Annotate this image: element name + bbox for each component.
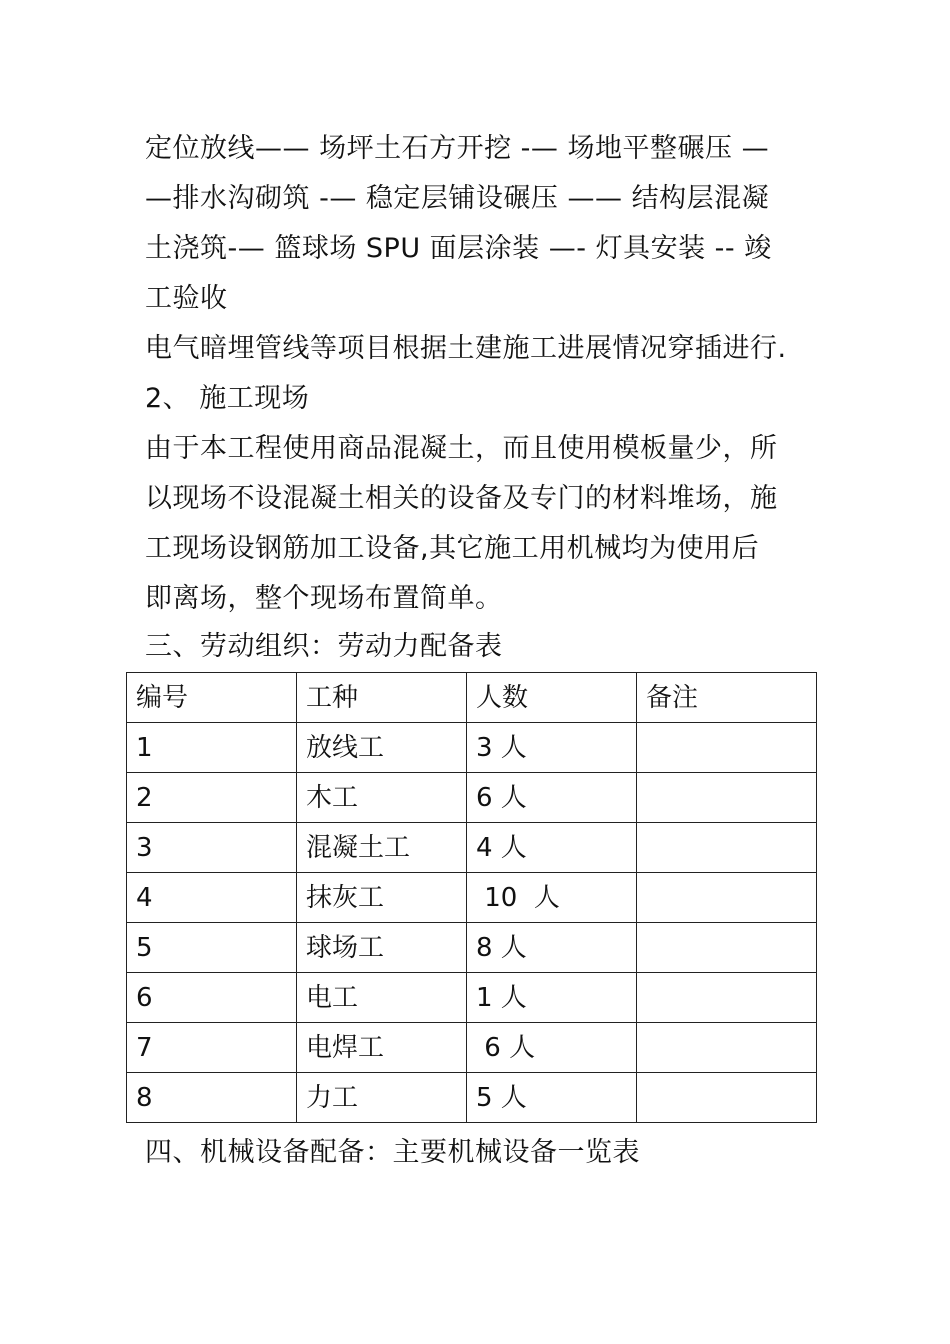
cell-remarks [637, 873, 817, 923]
section-4-heading: 四、机械设备配备：主要机械设备一览表 [145, 1137, 640, 1168]
cell-number: 4 [127, 873, 297, 923]
site-paragraph-line-3: 工现场设钢筋加工设备,其它施工用机械均为使用后 [145, 533, 760, 564]
cell-headcount: 8 人 [467, 923, 637, 973]
site-paragraph-line-1: 由于本工程使用商品混凝土，而且使用模板量少，所 [145, 433, 778, 464]
cell-trade: 混凝土工 [297, 823, 467, 873]
process-flow-line-4: 工验收 [145, 283, 228, 314]
electrical-note: 电气暗埋管线等项目根据土建施工进展情况穿插进行. [145, 333, 787, 364]
cell-headcount: 6 人 [467, 773, 637, 823]
cell-number: 8 [127, 1073, 297, 1123]
section-3-heading: 三、劳动组织：劳动力配备表 [145, 631, 503, 662]
table-row [127, 973, 817, 1023]
cell-trade: 电工 [297, 973, 467, 1023]
cell-number: 7 [127, 1023, 297, 1073]
table-row [127, 773, 817, 823]
cell-number: 5 [127, 923, 297, 973]
site-paragraph-line-2: 以现场不设混凝土相关的设备及专门的材料堆场，施 [145, 483, 778, 514]
table-header-row [127, 673, 817, 723]
process-flow-line-3: 土浇筑-— 篮球场 SPU 面层涂装 —- 灯具安装 -- 竣 [145, 233, 772, 264]
site-paragraph-line-4: 即离场，整个现场布置简单。 [145, 583, 503, 614]
table-row [127, 1023, 817, 1073]
labor-allocation-table [126, 672, 817, 1123]
cell-headcount: 5 人 [467, 1073, 637, 1123]
header-cell-remarks: 备注 [637, 673, 817, 723]
process-flow-line-1: 定位放线—— 场坪土石方开挖 -— 场地平整碾压 — [145, 133, 770, 164]
cell-trade: 木工 [297, 773, 467, 823]
cell-number: 3 [127, 823, 297, 873]
header-cell-trade: 工种 [297, 673, 467, 723]
header-cell-number: 编号 [127, 673, 297, 723]
cell-remarks [637, 1073, 817, 1123]
process-flow-line-2: —排水沟砌筑 -— 稳定层铺设碾压 —— 结构层混凝 [145, 183, 770, 214]
cell-remarks [637, 823, 817, 873]
table-row [127, 823, 817, 873]
table-row [127, 723, 817, 773]
cell-trade: 力工 [297, 1073, 467, 1123]
cell-remarks [637, 923, 817, 973]
cell-number: 2 [127, 773, 297, 823]
table-row [127, 873, 817, 923]
cell-remarks [637, 1023, 817, 1073]
cell-number: 6 [127, 973, 297, 1023]
cell-trade: 球场工 [297, 923, 467, 973]
cell-headcount: 10 人 [467, 873, 637, 923]
cell-trade: 抹灰工 [297, 873, 467, 923]
table-row [127, 1073, 817, 1123]
cell-headcount: 4 人 [467, 823, 637, 873]
cell-remarks [637, 773, 817, 823]
cell-remarks [637, 973, 817, 1023]
cell-trade: 电焊工 [297, 1023, 467, 1073]
header-cell-headcount: 人数 [467, 673, 637, 723]
cell-remarks [637, 723, 817, 773]
section-2-heading: 2、 施工现场 [145, 383, 310, 414]
cell-headcount: 6 人 [467, 1023, 637, 1073]
cell-headcount: 1 人 [467, 973, 637, 1023]
cell-trade: 放线工 [297, 723, 467, 773]
cell-number: 1 [127, 723, 297, 773]
cell-headcount: 3 人 [467, 723, 637, 773]
table-row [127, 923, 817, 973]
